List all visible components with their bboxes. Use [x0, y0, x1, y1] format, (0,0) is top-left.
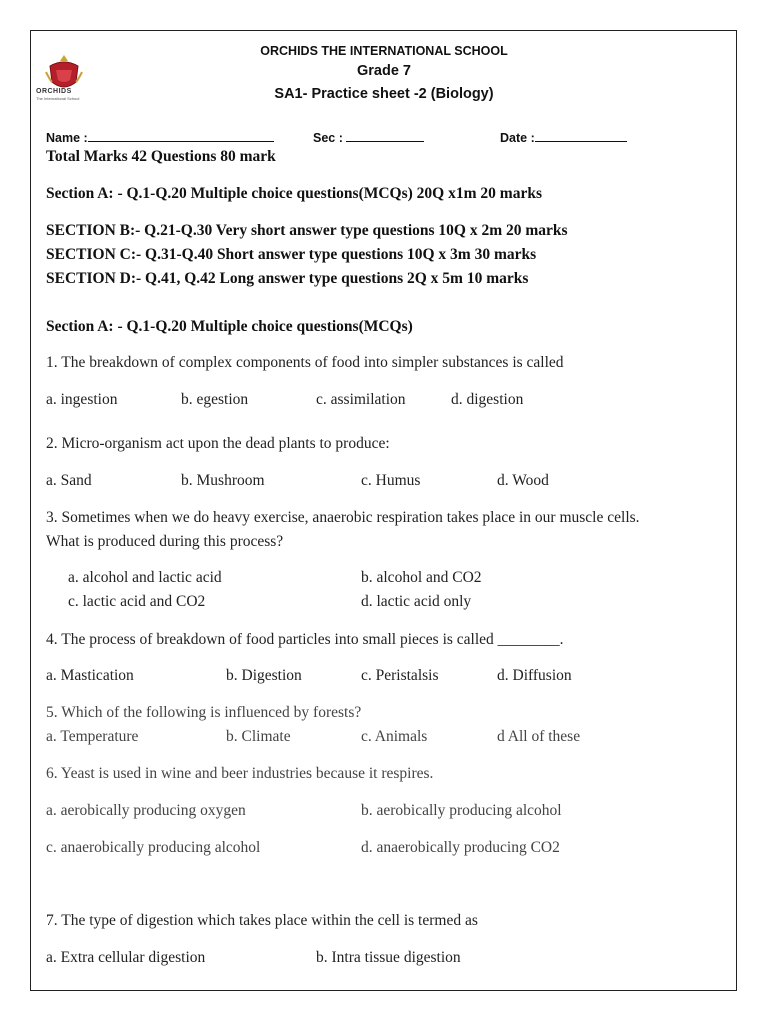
q1-option-b: b. egestion	[181, 391, 249, 408]
section-d-marks: SECTION D:- Q.41, Q.42 Long answer type questions 2Q x 5m 10 marks	[46, 270, 529, 287]
sec-label: Sec :	[313, 131, 343, 145]
q5-option-b: b. Climate	[226, 728, 291, 745]
q3-option-d: d. lactic acid only	[361, 593, 472, 610]
q3-option-c: c. lactic acid and CO2	[68, 593, 206, 610]
sec-field	[313, 129, 424, 145]
q5-option-c: c. Animals	[361, 728, 428, 745]
q4-option-c: c. Peristalsis	[361, 667, 439, 684]
q6-option-a: a. aerobically producing oxygen	[46, 802, 246, 819]
section-a-marks: Section A: - Q.1-Q.20 Multiple choice questions(MCQs) 20Q x1m 20 marks	[46, 185, 542, 202]
q5-option-a: a. Temperature	[46, 728, 139, 745]
logo-subtext: The International School	[36, 96, 80, 101]
question-7: 7. The type of digestion which takes place within the cell is termed as	[46, 912, 478, 929]
q4-option-d: d. Diffusion	[497, 667, 572, 684]
q6-option-b: b. aerobically producing alcohol	[361, 802, 562, 819]
q2-option-c: c. Humus	[361, 472, 421, 489]
q2-option-b: b. Mushroom	[181, 472, 265, 489]
sec-blank	[346, 129, 424, 142]
q1-option-c: c. assimilation	[316, 391, 406, 408]
q6-option-c: c. anaerobically producing alcohol	[46, 839, 261, 856]
q4-option-a: a. Mastication	[46, 667, 134, 684]
question-1: 1. The breakdown of complex components of food into simpler substances is called	[46, 354, 564, 371]
q7-option-a: a. Extra cellular digestion	[46, 949, 206, 966]
q7-option-b: b. Intra tissue digestion	[316, 949, 461, 966]
q4-option-b: b. Digestion	[226, 667, 302, 684]
section-a-heading: Section A: - Q.1-Q.20 Multiple choice questions(MCQs)	[46, 318, 413, 335]
q1-option-d: d. digestion	[451, 391, 524, 408]
name-label: Name :	[46, 131, 88, 145]
section-c-marks: SECTION C:- Q.31-Q.40 Short answer type questions 10Q x 3m 30 marks	[46, 246, 537, 263]
name-field	[46, 129, 274, 145]
q6-option-d: d. anaerobically producing CO2	[361, 839, 560, 856]
q2-option-d: d. Wood	[497, 472, 549, 489]
question-3-line-1: 3. Sometimes when we do heavy exercise, anaerobic respiration takes place in our muscle cells.	[46, 509, 640, 526]
question-5: 5. Which of the following is influenced by forests?	[46, 704, 362, 721]
school-name: ORCHIDS THE INTERNATIONAL SCHOOL	[260, 44, 508, 58]
q2-option-a: a. Sand	[46, 472, 92, 489]
name-blank	[88, 129, 274, 142]
q5-option-d: d All of these	[497, 728, 581, 745]
total-marks: Total Marks 42 Questions 80 mark	[46, 148, 276, 165]
question-2: 2. Micro-organism act upon the dead plants to produce:	[46, 435, 390, 452]
date-field	[500, 129, 627, 145]
date-blank	[535, 129, 627, 142]
logo-text: ORCHIDS	[36, 88, 72, 95]
q1-option-a: a. ingestion	[46, 391, 118, 408]
sheet-title: SA1- Practice sheet -2 (Biology)	[274, 86, 494, 102]
q3-option-a: a. alcohol and lactic acid	[68, 569, 222, 586]
date-label: Date :	[500, 131, 535, 145]
question-6: 6. Yeast is used in wine and beer industries because it respires.	[46, 765, 434, 782]
q3-option-b: b. alcohol and CO2	[361, 569, 482, 586]
grade-title: Grade 7	[357, 63, 411, 79]
question-3-line-2: What is produced during this process?	[46, 533, 284, 550]
question-4: 4. The process of breakdown of food particles into small pieces is called ________.	[46, 631, 564, 648]
section-b-marks: SECTION B:- Q.21-Q.30 Very short answer type questions 10Q x 2m 20 marks	[46, 222, 568, 239]
